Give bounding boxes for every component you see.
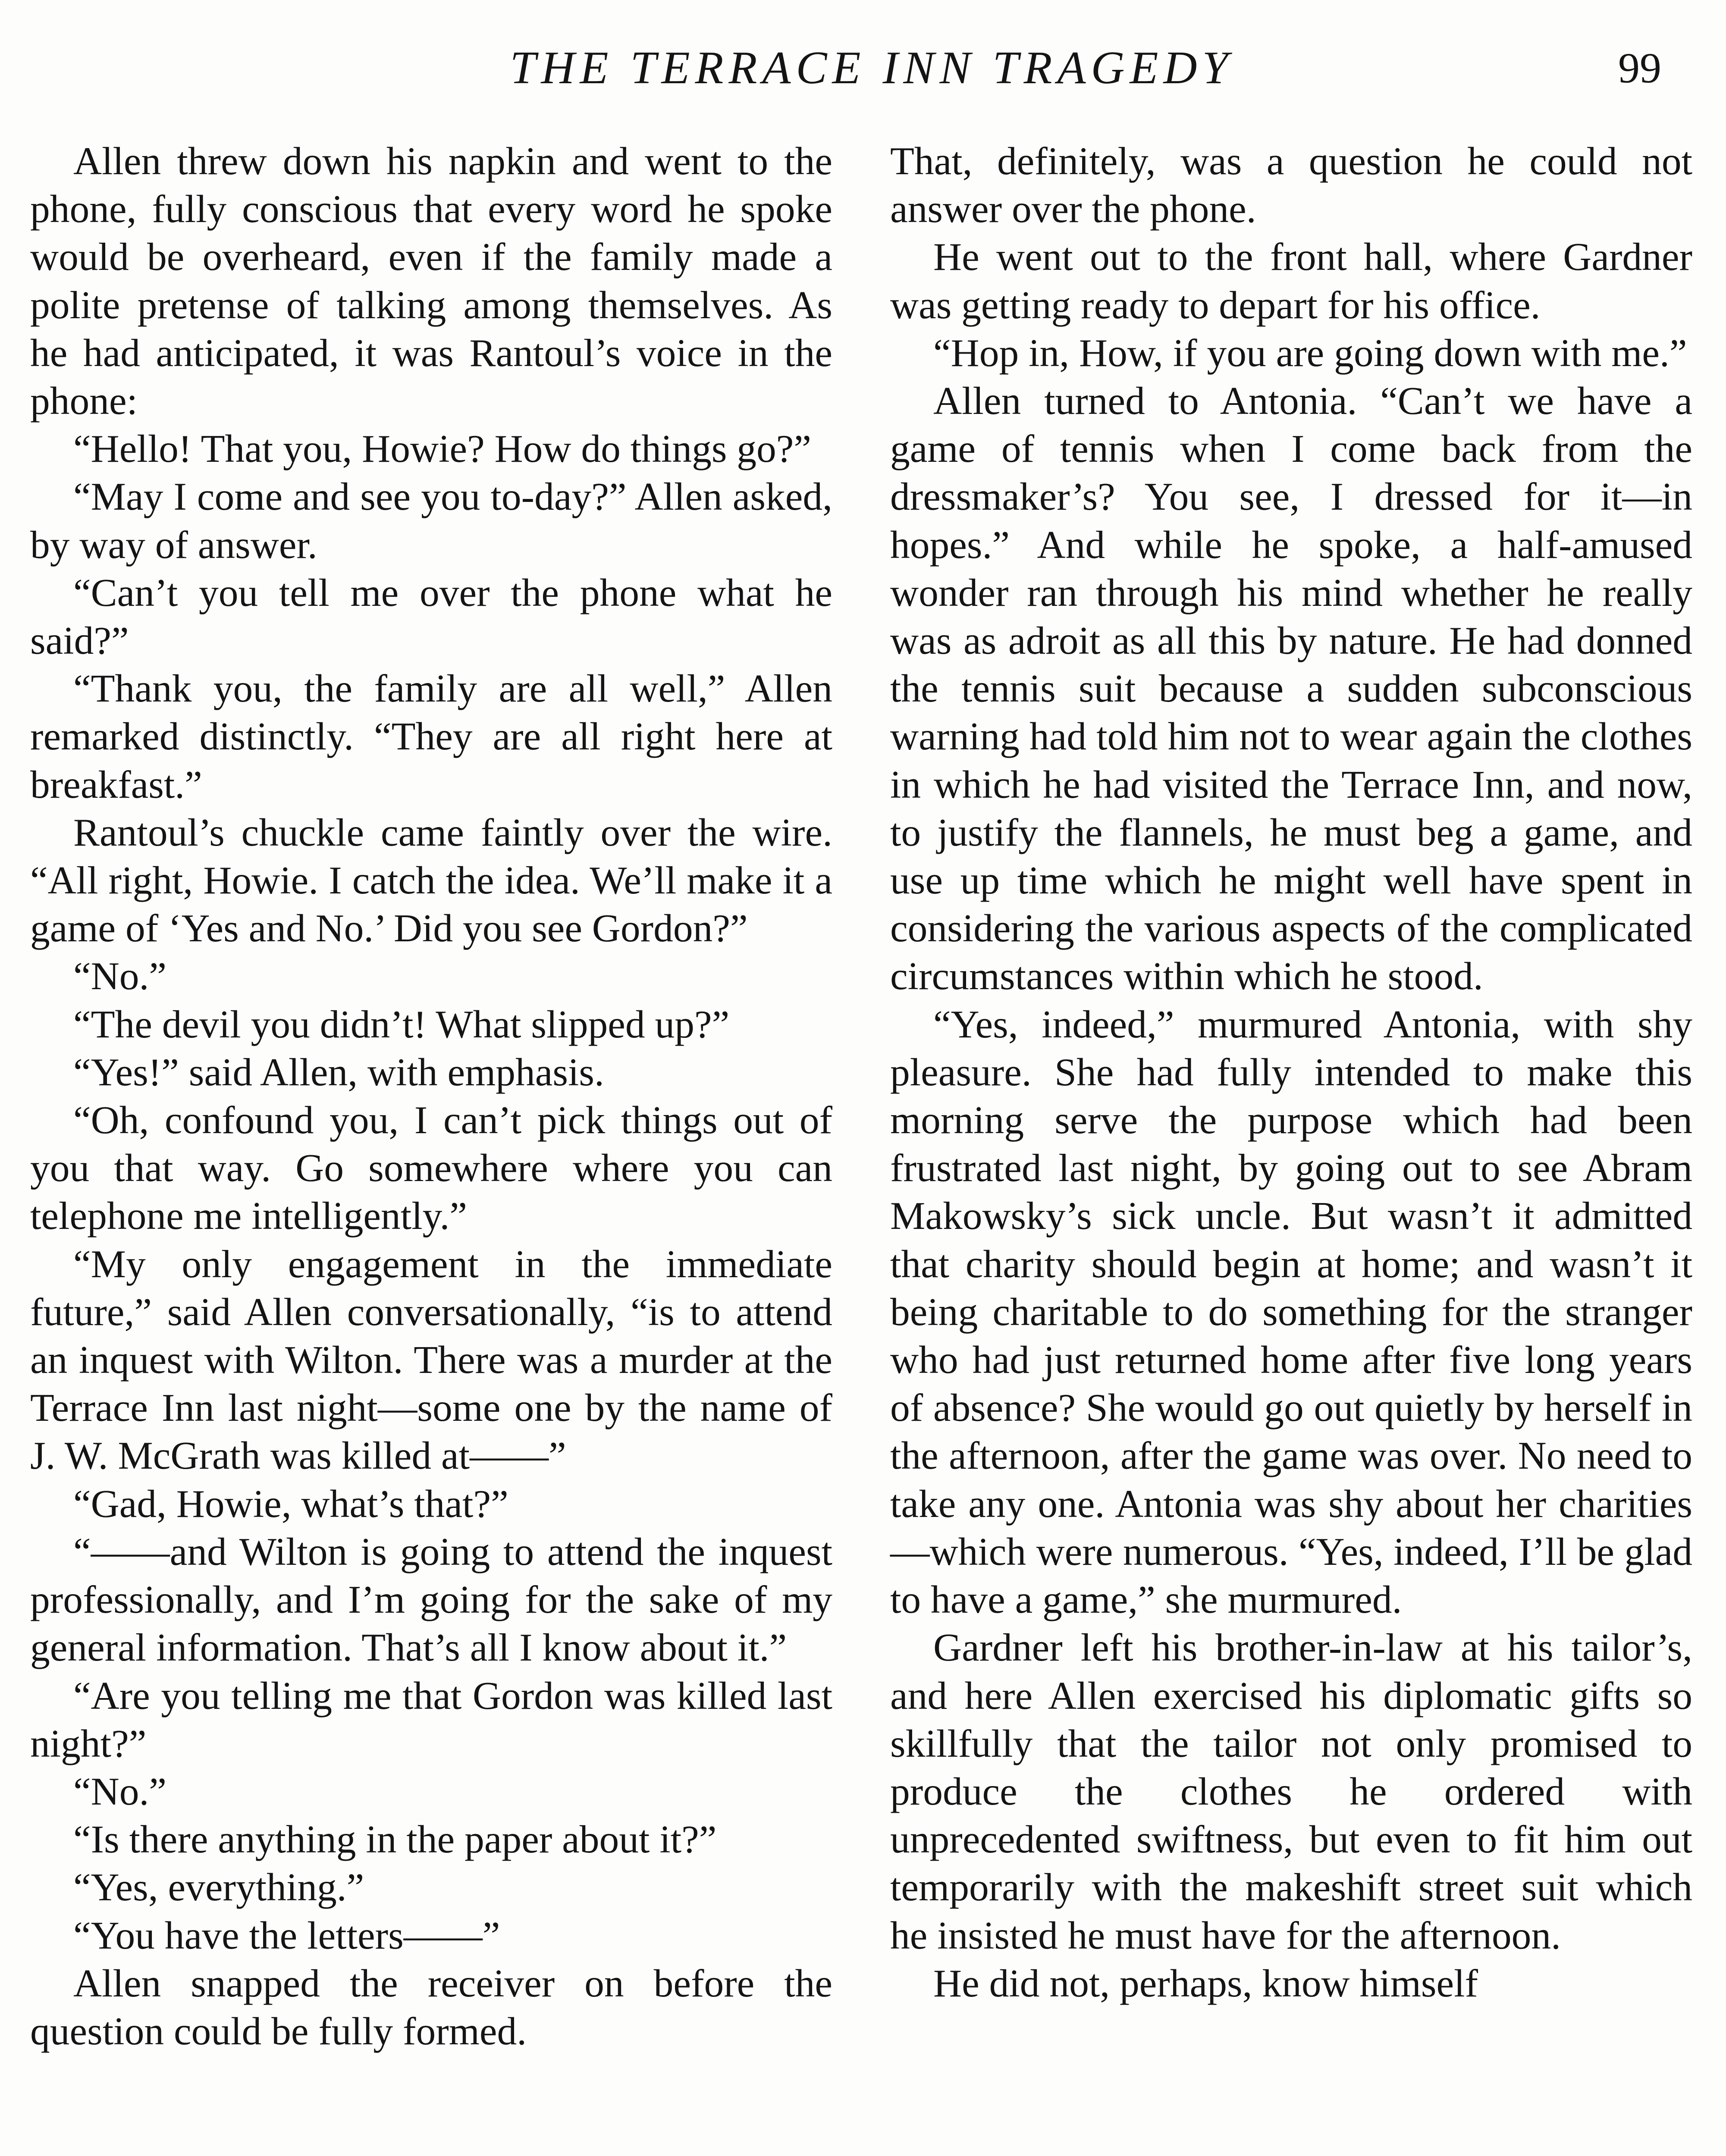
- paragraph: Allen turned to Antonia. “Can’t we have a game of tennis when I come back from the dressmaker’s? You see, I dressed for it—in hopes.” And while he spoke, a half-amused wonder ran through his mind whether he really was as adroit as all this by nature. He had donned the tennis suit because a sudden subconscious warning had told him not to wear again the clothes in which he had visited the Terrace Inn, and now, to justify the flannels, he must beg a game, and use up time which he might well have spent in considering the various aspects of the complicated circumstances within which he stood.: [890, 379, 1692, 998]
- paragraph: “The devil you didn’t! What slipped up?”: [73, 1002, 730, 1046]
- paragraph: “No.”: [73, 954, 166, 998]
- paragraph: “You have the letters——”: [73, 1913, 500, 1957]
- page-header: [82, 41, 1661, 93]
- paragraph: He went out to the front hall, where Gardner was getting ready to depart for his office.: [890, 235, 1692, 327]
- paragraph: Allen threw down his napkin and went to the phone, fully conscious that every word he spoke would be overheard, even if the family made a polite pretense of talking among themselves. As he had anticipated, it was Rantoul’s voice in the phone:: [30, 139, 832, 423]
- paragraph: “Is there anything in the paper about it?”: [73, 1817, 717, 1861]
- paragraph: “Are you telling me that Gordon was killed last night?”: [30, 1673, 832, 1765]
- paragraph: “May I come and see you to-day?” Allen asked, by way of answer.: [30, 474, 832, 567]
- right-column: [890, 137, 1692, 2007]
- paragraph: “Thank you, the family are all well,” Allen remarked distinctly. “They are all right here at breakfast.”: [30, 666, 832, 806]
- paragraph: Gardner left his brother-in-law at his tailor’s, and here Allen exercised his diplomatic gifts so skillfully that the tailor not only promised to produce the clothes he ordered with unprecedented swiftness, but even to fit him out temporarily with the makeshift street suit which he insisted he must have for the afternoon.: [890, 1625, 1692, 1957]
- paragraph: “——and Wilton is going to attend the inquest professionally, and I’m going for the sake of my general information. That’s all I know about it.”: [30, 1529, 832, 1670]
- page-number: 99: [1618, 44, 1661, 92]
- paragraph: Rantoul’s chuckle came faintly over the wire. “All right, Howie. I catch the idea. We’ll make it a game of ‘Yes and No.’ Did you see Gordon?”: [30, 810, 832, 950]
- paragraph: “Hello! That you, Howie? How do things go?”: [73, 426, 812, 471]
- paragraph: “Oh, confound you, I can’t pick things out of you that way. Go somewhere where you can telephone me intelligently.”: [30, 1098, 832, 1238]
- paragraph-continuation: That, definitely, was a question he could not answer over the phone.: [890, 139, 1692, 231]
- left-column: [30, 137, 832, 2055]
- paragraph: “No.”: [73, 1769, 166, 1813]
- paragraph: “Yes!” said Allen, with emphasis.: [73, 1050, 604, 1094]
- paragraph: “Yes, everything.”: [73, 1865, 364, 1909]
- paragraph: Allen snapped the receiver on before the question could be fully formed.: [30, 1961, 832, 2053]
- paragraph: “Hop in, How, if you are going down with me.”: [933, 330, 1687, 375]
- paragraph: “Gad, Howie, what’s that?”: [73, 1481, 508, 1526]
- paragraph: “Can’t you tell me over the phone what he said?”: [30, 570, 832, 663]
- paragraph: “Yes, indeed,” murmured Antonia, with shy pleasure. She had fully intended to make this morning serve the purpose which had been frustrated last night, by going out to see Abram Makowsky’s sick uncle. But wasn’t it admitted that charity should begin at home; and wasn’t it being charitable to do something for the stranger who had just returned home after five long years of absence? She would go out quietly by herself in the afternoon, after the game was over. No need to take any one. Antonia was shy about her charities—which were numerous. “Yes, indeed, I’ll be glad to have a game,” she murmured.: [890, 1002, 1692, 1622]
- paragraph: “My only engagement in the immediate future,” said Allen conversationally, “is to attend an inquest with Wilton. There was a murder at the Terrace Inn last night—some one by the name of J. W. McGrath was killed at——”: [30, 1241, 832, 1478]
- paragraph: He did not, perhaps, know himself: [933, 1961, 1478, 2005]
- running-title: THE TERRACE INN TRAGEDY: [510, 42, 1233, 94]
